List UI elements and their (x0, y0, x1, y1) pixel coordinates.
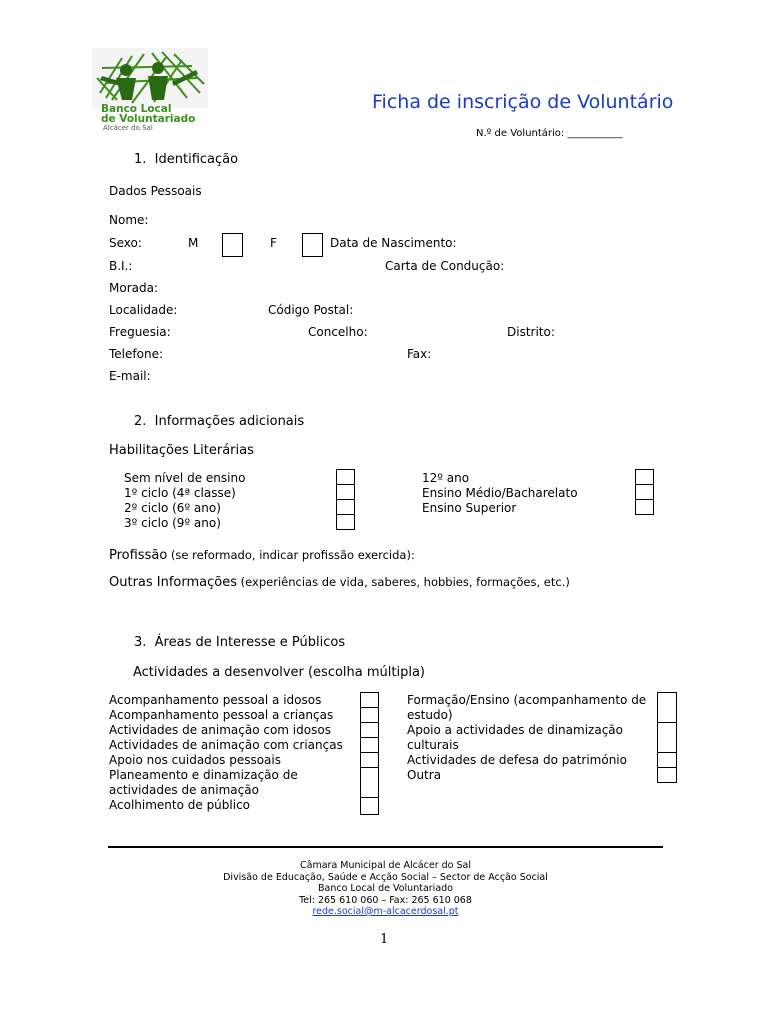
fax-label: Fax: (407, 347, 432, 361)
hab-left-checkbox-0[interactable] (336, 469, 355, 485)
logo-line3: Alcácer do Sal (103, 124, 153, 132)
hab-left-option-2: 2º ciclo (6º ano) (124, 501, 221, 515)
activity-left-checkbox-3[interactable] (360, 737, 379, 753)
activity-left-checkbox-5[interactable] (360, 767, 379, 798)
activity-right-3: culturais (407, 738, 459, 752)
concelho-label: Concelho: (308, 325, 368, 339)
bi-label: B.I.: (109, 259, 133, 273)
actividades-heading: Actividades a desenvolver (escolha múltipla) (133, 665, 426, 680)
email-label: E-mail: (109, 369, 151, 383)
outras-note: (experiências de vida, saberes, hobbies, formações, etc.) (237, 575, 570, 589)
activity-left-0: Acompanhamento pessoal a idosos (109, 693, 322, 707)
logo-graphic (92, 48, 208, 108)
activity-left-checkbox-2[interactable] (360, 722, 379, 738)
activity-left-5: Planeamento e dinamização de (109, 768, 298, 782)
activity-right-checkbox-1[interactable] (657, 722, 677, 753)
activity-left-checkbox-0[interactable] (360, 692, 379, 708)
sexo-label: Sexo: (109, 236, 142, 250)
activity-right-checkbox-2[interactable] (657, 752, 677, 768)
footer-line3: Banco Local de Voluntariado (318, 883, 453, 894)
page-title: Ficha de inscrição de Voluntário (372, 91, 674, 113)
hab-left-checkbox-3[interactable] (336, 514, 355, 530)
outras-line (109, 571, 570, 590)
footer-line4: Tel: 265 610 060 – Fax: 265 610 068 (299, 894, 472, 906)
hab-right-option-2: Ensino Superior (422, 501, 517, 515)
localidade-label: Localidade: (109, 303, 178, 317)
hab-left-checkbox-1[interactable] (336, 484, 355, 500)
habilitacoes-heading: Habilitações Literárias (109, 443, 254, 458)
activity-right-1: estudo) (407, 708, 453, 722)
activity-left-6: actividades de animação (109, 783, 259, 797)
page-number: 1 (380, 932, 389, 947)
section3-heading: 3. Áreas de Interesse e Públicos (134, 635, 346, 650)
nascimento-label: Data de Nascimento: (330, 236, 457, 250)
hab-right-checkbox-0[interactable] (635, 469, 654, 485)
footer-line2: Divisão de Educação, Saúde e Acção Social – Sector de Acção Social (223, 871, 548, 883)
hab-left-checkbox-2[interactable] (336, 499, 355, 515)
hab-left-option-0: Sem nível de ensino (124, 471, 246, 485)
activity-left-4: Apoio nos cuidados pessoais (109, 753, 281, 767)
profissao-label: Profissão (109, 548, 168, 563)
footer-line1: Câmara Municipal de Alcácer do Sal (300, 860, 471, 871)
carta-label: Carta de Condução: (385, 259, 505, 273)
telefone-label: Telefone: (109, 347, 163, 361)
logo-line2: de Voluntariado (101, 113, 196, 125)
sexo-m-checkbox[interactable] (222, 233, 243, 257)
activity-left-7: Acolhimento de público (109, 798, 251, 812)
activity-left-checkbox-6[interactable] (360, 797, 379, 815)
activity-right-checkbox-3[interactable] (657, 767, 677, 783)
sexo-f-checkbox[interactable] (302, 233, 323, 257)
codigo-postal-label: Código Postal: (268, 303, 354, 317)
section2-heading: 2. Informações adicionais (134, 414, 305, 429)
footer (108, 860, 663, 918)
nome-label: Nome: (109, 213, 149, 227)
activity-right-4: Actividades de defesa do património (407, 753, 627, 767)
hab-right-option-1: Ensino Médio/Bacharelato (422, 486, 578, 500)
activity-left-3: Actividades de animação com crianças (109, 738, 343, 752)
hab-right-checkbox-2[interactable] (635, 499, 654, 515)
activity-left-2: Actividades de animação com idosos (109, 723, 331, 737)
outras-label: Outras Informações (109, 575, 238, 590)
distrito-label: Distrito: (507, 325, 555, 339)
activity-right-checkbox-0[interactable] (657, 692, 677, 723)
dados-pessoais: Dados Pessoais (109, 184, 202, 198)
logo-line1: Banco Local (101, 103, 172, 115)
activity-right-5: Outra (407, 768, 442, 782)
activity-left-checkbox-1[interactable] (360, 707, 379, 723)
freguesia-label: Freguesia: (109, 325, 171, 339)
activity-left-1: Acompanhamento pessoal a crianças (109, 708, 334, 722)
profissao-note: (se reformado, indicar profissão exercida): (167, 548, 415, 562)
sexo-m-label: M (188, 236, 199, 250)
hab-right-checkbox-1[interactable] (635, 484, 654, 500)
logo (92, 48, 208, 132)
morada-label: Morada: (109, 281, 158, 295)
footer-email-link[interactable]: rede.social@m-alcacerdosal.pt (312, 906, 459, 917)
hab-left-option-3: 3º ciclo (9º ano) (124, 516, 221, 530)
hab-left-option-1: 1º ciclo (4ª classe) (124, 486, 236, 500)
sexo-f-label: F (270, 236, 277, 250)
footer-divider (108, 846, 663, 848)
profissao-line (109, 544, 415, 563)
activity-right-2: Apoio a actividades de dinamização (407, 723, 623, 737)
section1-heading: 1. Identificação (134, 152, 239, 167)
activity-right-0: Formação/Ensino (acompanhamento de (407, 693, 647, 707)
activity-left-checkbox-4[interactable] (360, 752, 379, 768)
volunteer-number: N.º de Voluntário: ___________ (476, 128, 623, 139)
hab-right-option-0: 12º ano (422, 471, 470, 485)
